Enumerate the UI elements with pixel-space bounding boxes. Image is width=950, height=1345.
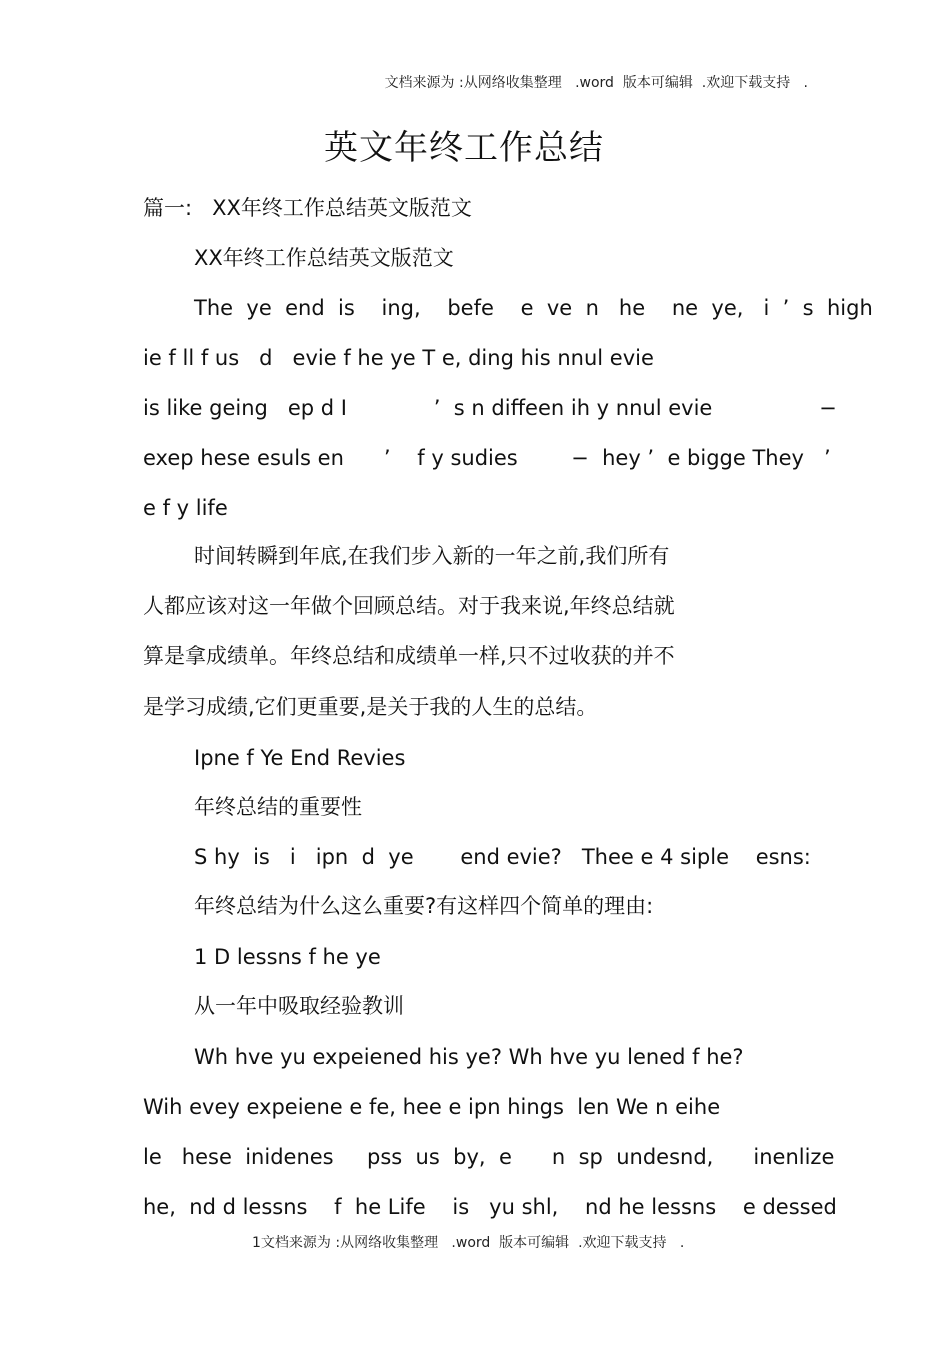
paragraph-line: he, nd d lessns f he Life is yu shl, nd he lessns e dessed — [143, 1195, 837, 1219]
paragraph-line: 年终总结为什么这么重要?有这样四个简单的理由: — [194, 894, 654, 918]
paragraph-line: is like geing ep d I ’ s n diffeen ih y nnul evie − — [143, 396, 837, 420]
subheading: 从一年中吸取经验教训 — [194, 994, 404, 1018]
paragraph-line: Wh hve yu expeiened his ye? Wh hve yu lened f he? — [194, 1045, 744, 1069]
subheading: 1 D lessns f he ye — [194, 945, 381, 969]
subheading: Ipne f Ye End Revies — [194, 746, 406, 770]
paragraph-line: le hese inidenes pss us by, e n sp undesnd, inenlize — [143, 1145, 835, 1169]
paragraph-line: S hy is i ipn d ye end evie? Thee e 4 siple esns: — [194, 845, 811, 869]
page-header: 文档来源为 :从网络收集整理 .word 版本可编辑 .欢迎下载支持 . — [384, 75, 808, 91]
paragraph-line: 时间转瞬到年底,在我们步入新的一年之前,我们所有 — [194, 544, 670, 568]
page-footer: 1文档来源为 :从网络收集整理 .word 版本可编辑 .欢迎下载支持 . — [252, 1235, 685, 1251]
paragraph-line: 人都应该对这一年做个回顾总结。对于我来说,年终总结就 — [143, 594, 675, 618]
section-heading: 篇一: XX年终工作总结英文版范文 — [143, 196, 472, 220]
subheading: XX年终工作总结英文版范文 — [194, 246, 454, 270]
paragraph-line: 是学习成绩,它们更重要,是关于我的人生的总结。 — [143, 695, 598, 719]
paragraph-line: ie f ll f us d evie f he ye T e, ding his nnul evie — [143, 346, 654, 370]
document-title: 英文年终工作总结 — [324, 128, 604, 168]
paragraph-line: 算是拿成绩单。年终总结和成绩单一样,只不过收获的并不 — [143, 644, 675, 668]
paragraph-line: e f y life — [143, 496, 228, 520]
paragraph-line: exep hese esuls en ’ f y sudies − hey ’ e bigge They ’ — [143, 446, 831, 470]
paragraph-line: Wih evey expeiene e fe, hee e ipn hings len We n eihe — [143, 1095, 721, 1119]
subheading: 年终总结的重要性 — [194, 795, 362, 819]
paragraph-line: The ye end is ing, befe e ve n he ne ye, i ’ s high — [194, 296, 873, 320]
